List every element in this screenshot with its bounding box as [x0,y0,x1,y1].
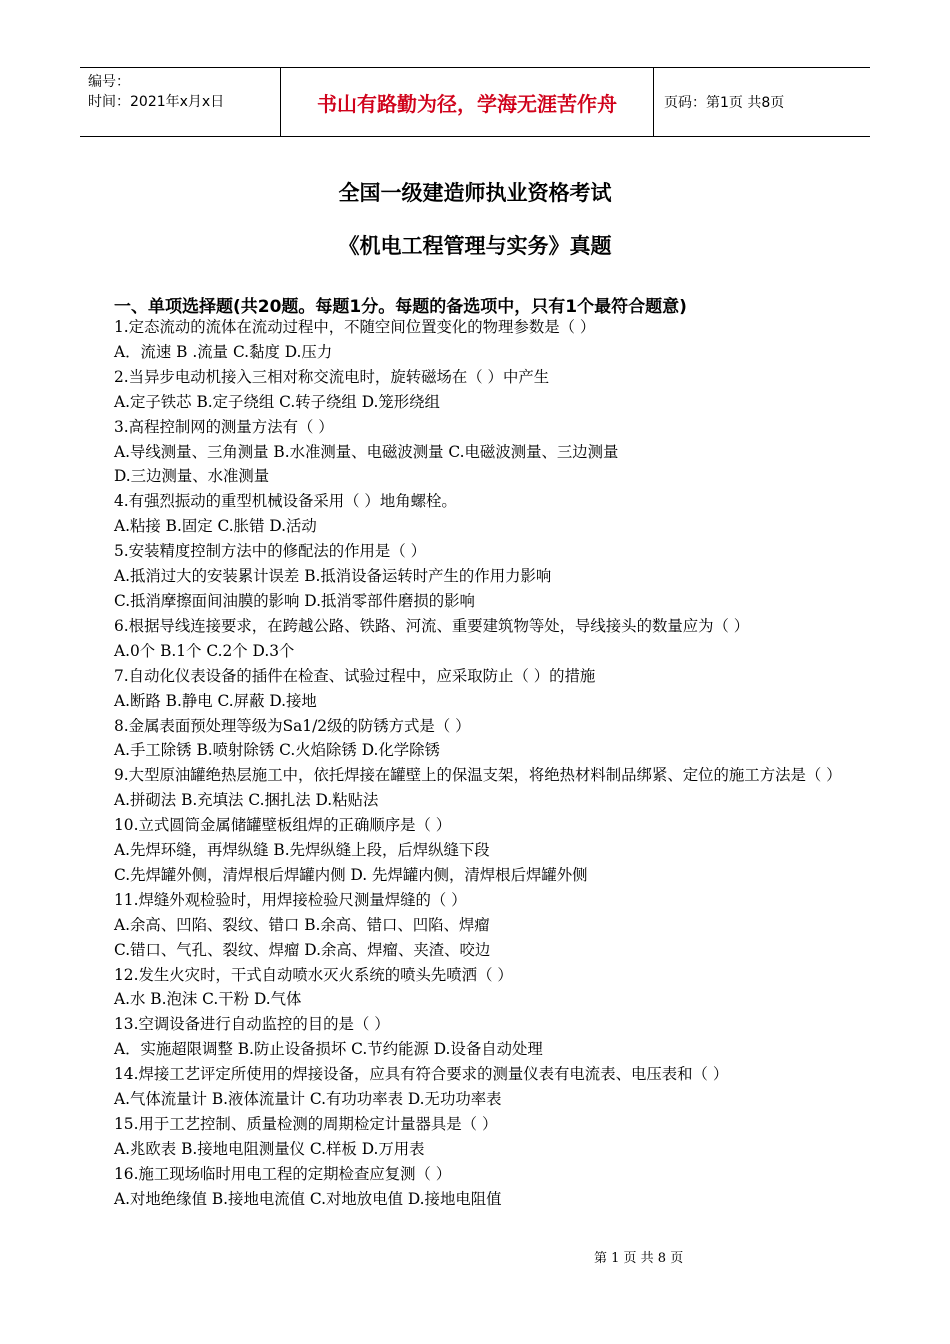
question-line: A.手工除锈 B.喷射除锈 C.火焰除锈 D.化学除锈 [114,741,440,760]
page-info: 页码：第1页 共8页 [664,95,785,111]
question-line: 7.自动化仪表设备的插件在检查、试验过程中，应采取防止（ ）的措施 [114,666,596,685]
header-meta [80,68,281,136]
question-line: D.三边测量、水准测量 [114,467,270,486]
question-line: A.拼砌法 B.充填法 C.捆扎法 D.粘贴法 [114,791,379,810]
question-line: 16.施工现场临时用电工程的定期检查应复测（ ） [114,1164,452,1183]
question-line: 11.焊缝外观检验时，用焊接检验尺测量焊缝的（ ） [114,890,467,909]
question-line: 10.立式圆筒金属储罐壁板组焊的正确顺序是（ ） [114,816,452,835]
date-label: 时间：2021年x月x日 [88,94,225,110]
question-line: 6.根据导线连接要求，在跨越公路、铁路、河流、重要建筑物等处，导线接头的数量应为（ ） [114,616,750,635]
question-line: C.先焊罐外侧，清焊根后焊罐内侧 D. 先焊罐内侧，清焊根后焊罐外侧 [114,865,588,884]
document-subtitle: 《机电工程管理与实务》真题 [338,234,612,258]
question-line: 15.用于工艺控制、质量检测的周期检定计量器具是（ ） [114,1115,498,1133]
question-line: A.先焊环缝，再焊纵缝 B.先焊纵缝上段，后焊纵缝下段 [114,841,490,860]
page-header [80,67,870,137]
question-line: A．流速 B .流量 C.黏度 D.压力 [114,342,333,361]
motto: 书山有路勤为径，学海无涯苦作舟 [281,68,654,136]
question-line: A.水 B.泡沫 C.干粉 D.气体 [114,990,302,1009]
question-line: A．实施超限调整 B.防止设备损坏 C.节约能源 D.设备自动处理 [114,1040,543,1059]
question-line: 13.空调设备进行自动监控的目的是（ ） [114,1015,390,1034]
question-line: A.对地绝缘值 B.接地电流值 C.对地放电值 D.接地电阻值 [114,1189,502,1208]
question-line: 5.安装精度控制方法中的修配法的作用是（ ） [114,542,426,561]
question-line: 8.金属表面预处理等级为Sa1/2级的防锈方式是（ ） [114,716,471,735]
question-line: A.余高、凹陷、裂纹、错口 B.余高、错口、凹陷、焊瘤 [114,915,490,934]
document-title: 全国一级建造师执业资格考试 [338,181,612,205]
question-line: 12.发生火灾时，干式自动喷水灭火系统的喷头先喷洒（ ） [114,965,513,984]
question-line: 14.焊接工艺评定所使用的焊接设备，应具有符合要求的测量仪表有电流表、电压表和（ ） [114,1065,729,1084]
question-line: C.抵消摩擦面间油膜的影响 D.抵消零部件磨损的影响 [114,591,475,610]
page-footer: 第 1 页 共 8 页 [594,1251,684,1266]
question-line: A.粘接 B.固定 C.胀错 D.活动 [114,517,317,536]
question-line: A.气体流量计 B.液体流量计 C.有功功率表 D.无功功率表 [114,1090,502,1109]
code-label: 编号： [88,74,130,90]
question-line: A.导线测量、三角测量 B.水准测量、电磁波测量 C.电磁波测量、三边测量 [114,442,619,461]
question-line: 3.高程控制网的测量方法有（ ） [114,417,334,436]
question-list [114,315,844,1212]
section-heading: 一、单项选择题(共20题。每题1分。每题的备选项中，只有1个最符合题意) [114,297,687,317]
question-line: 4.有强烈振动的重型机械设备采用（ ）地角螺栓。 [114,492,457,511]
question-line: A.定子铁芯 B.定子绕组 C.转子绕组 D.笼形绕组 [114,392,440,411]
question-line: 2.当异步电动机接入三相对称交流电时，旋转磁场在（ ）中产生 [114,367,550,386]
question-line: C.错口、气孔、裂纹、焊瘤 D.余高、焊瘤、夹渣、咬边 [114,940,491,959]
question-line: A.抵消过大的安装累计误差 B.抵消设备运转时产生的作用力影响 [114,567,552,586]
question-line: A.兆欧表 B.接地电阻测量仪 C.样板 D.万用表 [114,1139,425,1158]
question-line: A.断路 B.静电 C.屏蔽 D.接地 [114,691,317,710]
question-line: 9.大型原油罐绝热层施工中，依托焊接在罐壁上的保温支架，将绝热材料制品绑紧、定位的施工方法是（ ） [114,766,842,785]
question-line: 1.定态流动的流体在流动过程中，不随空间位置变化的物理参数是（ ） [114,318,596,336]
question-line: A.0个 B.1个 C.2个 D.3个 [114,641,295,660]
